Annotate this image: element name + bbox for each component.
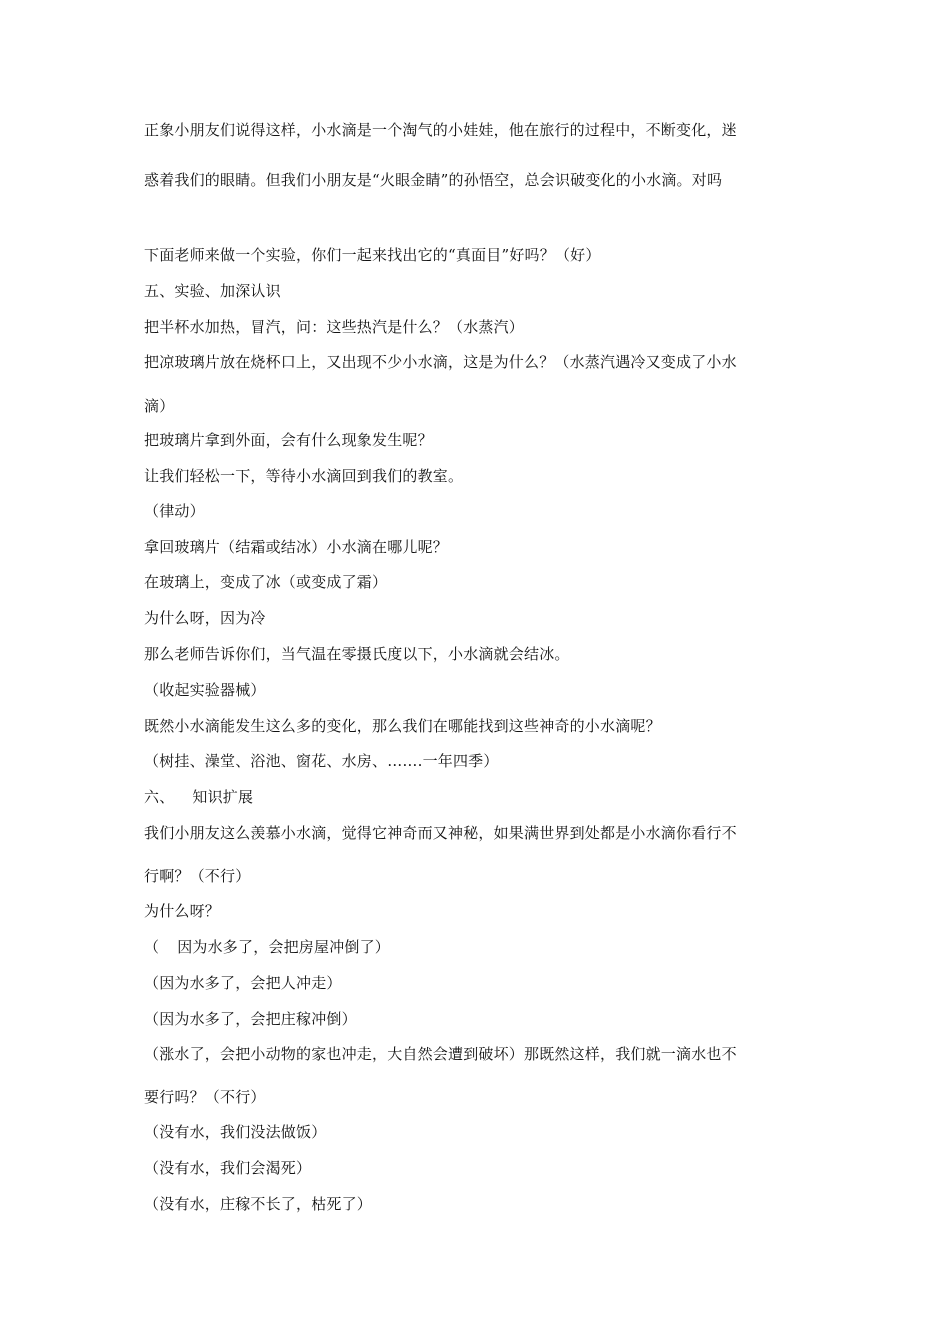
paragraph-line: （没有水，庄稼不长了，枯死了） bbox=[144, 1195, 373, 1213]
paragraph-line bbox=[144, 937, 824, 957]
answer-text: 因为水多了，会把房屋冲倒了） bbox=[177, 938, 391, 956]
paragraph-line: （律动） bbox=[144, 502, 205, 520]
paragraph-line: 滴） bbox=[144, 397, 175, 415]
paragraph-line: 把玻璃片拿到外面，会有什么现象发生呢？ bbox=[144, 431, 433, 449]
paragraph-line: （因为水多了，会把人冲走） bbox=[144, 974, 342, 992]
paragraph-line: 要行吗？（不行） bbox=[144, 1088, 266, 1106]
paragraph-line: 那么老师告诉你们，当气温在零摄氏度以下，小水滴就会结冰。 bbox=[144, 645, 570, 663]
paragraph-line: 在玻璃上，变成了冰（或变成了霜） bbox=[144, 573, 388, 591]
paragraph-line: （树挂、澡堂、浴池、窗花、水房、…….一年四季） bbox=[144, 752, 499, 770]
paragraph-line: （因为水多了，会把庄稼冲倒） bbox=[144, 1010, 357, 1028]
paragraph-line: 下面老师来做一个实验，你们一起来找出它的“真面目”好吗？（好） bbox=[144, 246, 601, 264]
paragraph-line: 让我们轻松一下，等待小水滴回到我们的教室。 bbox=[144, 467, 464, 485]
paragraph-line: （收起实验器械） bbox=[144, 681, 266, 699]
open-paren: （ bbox=[144, 938, 160, 956]
paragraph-line: 行啊？（不行） bbox=[144, 867, 251, 885]
paragraph-line: （涨水了，会把小动物的家也冲走，大自然会遭到破坏）那既然这样，我们就一滴水也不 bbox=[144, 1045, 737, 1063]
paragraph-line: 为什么呀？ bbox=[144, 902, 221, 920]
paragraph-line: 惑着我们的眼睛。但我们小朋友是“火眼金睛”的孙悟空，总会识破变化的小水滴。对吗 bbox=[144, 171, 723, 189]
section-number: 六、 bbox=[144, 788, 175, 806]
paragraph-line: 我们小朋友这么羡慕小水滴，觉得它神奇而又神秘，如果满世界到处都是小水滴你看行不 bbox=[144, 824, 737, 842]
paragraph-line: 把半杯水加热，冒汽，问：这些热汽是什么？（水蒸汽） bbox=[144, 318, 525, 336]
paragraph-line: 把凉玻璃片放在烧杯口上，又出现不少小水滴，这是为什么？（水蒸汽遇冷又变成了小水 bbox=[144, 353, 737, 371]
paragraph-line: 为什么呀，因为冷 bbox=[144, 609, 266, 627]
section-heading: 五、实验、加深认识 bbox=[144, 282, 281, 300]
paragraph-line: 正象小朋友们说得这样，小水滴是一个淘气的小娃娃，他在旅行的过程中，不断变化，迷 bbox=[144, 121, 737, 139]
paragraph-line: （没有水，我们没法做饭） bbox=[144, 1123, 327, 1141]
section-title: 知识扩展 bbox=[192, 788, 254, 806]
paragraph-line: 既然小水滴能发生这么多的变化，那么我们在哪能找到这些神奇的小水滴呢？ bbox=[144, 717, 661, 735]
paragraph-line: 拿回玻璃片（结霜或结冰）小水滴在哪儿呢？ bbox=[144, 538, 449, 556]
section-heading bbox=[144, 787, 824, 807]
paragraph-line: （没有水，我们会渴死） bbox=[144, 1159, 312, 1177]
